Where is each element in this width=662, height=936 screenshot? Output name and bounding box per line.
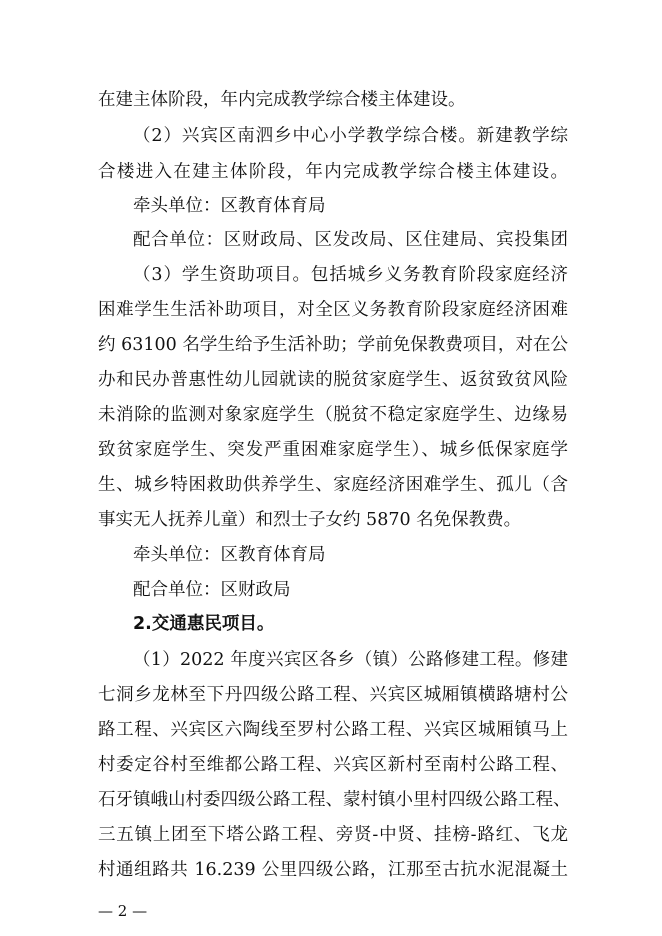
text-line: （2）兴宾区南泗乡中心小学教学综合楼。新建教学综 bbox=[133, 126, 568, 146]
text-line: 配合单位：区财政局、区发改局、区住建局、宾投集团 bbox=[133, 230, 568, 250]
text-line: 村委定谷村至维都公路工程、兴宾区新村至南村公路工程、 bbox=[98, 755, 568, 775]
page-number: — 2 — bbox=[98, 902, 148, 920]
text-line: 事实无人抚养儿童）和烈士子女约 5870 名免保教费。 bbox=[98, 510, 522, 530]
text-line: 致贫家庭学生、突发严重困难家庭学生）、城乡低保家庭学 bbox=[98, 440, 568, 460]
text-line: 配合单位：区财政局 bbox=[133, 580, 291, 600]
text-line: 三五镇上团至下塔公路工程、旁贤-中贤、挂榜-路红、飞龙 bbox=[98, 825, 568, 845]
text-line: （3）学生资助项目。包括城乡义务教育阶段家庭经济 bbox=[133, 265, 568, 285]
text-line: （1）2022 年度兴宾区各乡（镇）公路修建工程。修建 bbox=[133, 650, 568, 670]
text-line: 约 63100 名学生给予生活补助；学前免保教费项目，对在公 bbox=[98, 335, 568, 355]
text-line: 七洞乡龙林至下丹四级公路工程、兴宾区城厢镇横路塘村公 bbox=[98, 685, 568, 705]
text-line: 石牙镇峨山村委四级公路工程、蒙村镇小里村四级公路工程、 bbox=[98, 790, 571, 810]
text-line: 困难学生生活补助项目，对全区义务教育阶段家庭经济困难 bbox=[98, 300, 568, 320]
section-heading: 2.交通惠民项目。 bbox=[133, 614, 275, 634]
text-line: 合楼进入在建主体阶段，年内完成教学综合楼主体建设。 bbox=[98, 162, 568, 182]
text-line: 村通组路共 16.239 公里四级公路，江那至古抗水泥混凝土 bbox=[98, 860, 568, 880]
text-line: 生、城乡特困救助供养学生、家庭经济困难学生、孤儿（含 bbox=[98, 475, 568, 495]
text-line: 路工程、兴宾区六陶线至罗村公路工程、兴宾区城厢镇马上 bbox=[98, 720, 568, 740]
text-line: 办和民办普惠性幼儿园就读的脱贫家庭学生、返贫致贫风险 bbox=[98, 370, 568, 390]
text-line: 牵头单位：区教育体育局 bbox=[133, 196, 326, 216]
text-line: 牵头单位：区教育体育局 bbox=[133, 545, 326, 565]
text-line: 在建主体阶段，年内完成教学综合楼主体建设。 bbox=[98, 90, 466, 110]
text-line: 未消除的监测对象家庭学生（脱贫不稳定家庭学生、边缘易 bbox=[98, 405, 568, 425]
